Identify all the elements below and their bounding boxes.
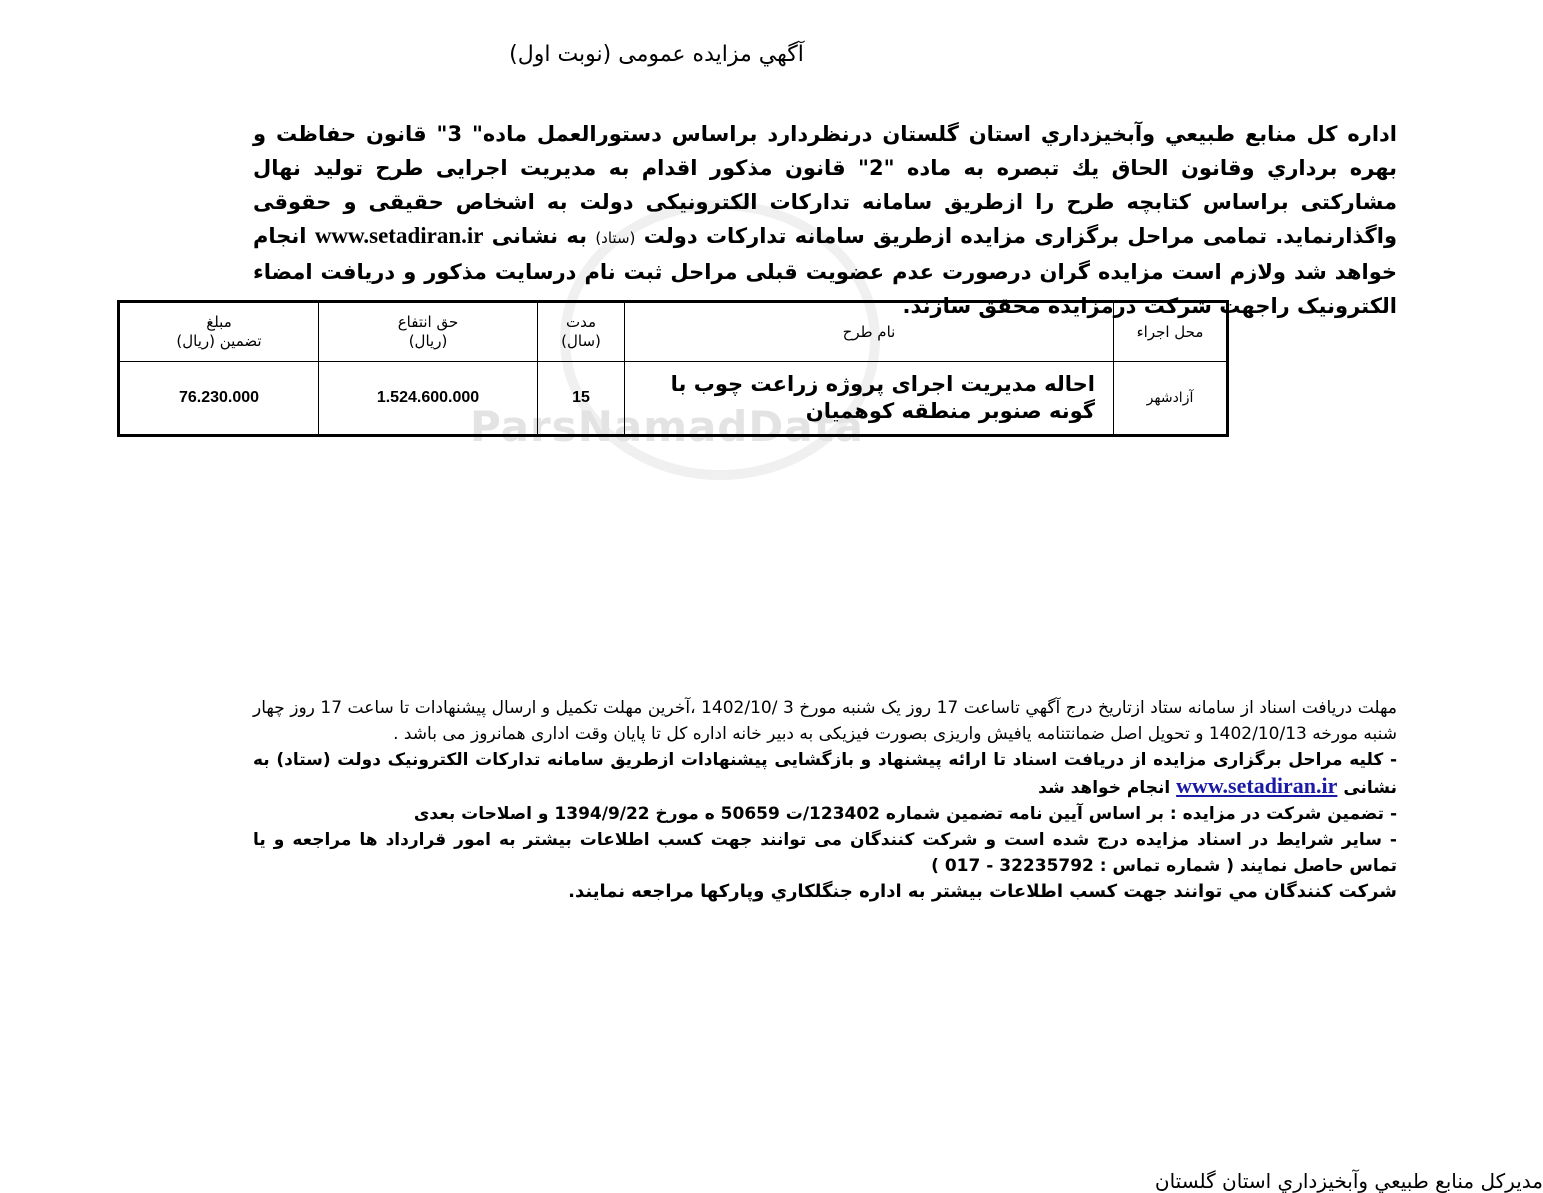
header-benefit: حق انتفاع (ريال) [319, 302, 538, 362]
conditions-paragraph: - ساير شرايط در اسناد مزايده درج شده است و شرکت کنندگان می توانند جهت کسب اطلاعات بيشتر به امور قرارداد ها مراجعه و يا تماس حاصل نمايند ( شماره تماس : 32235792 - 017 ) [253, 830, 1397, 876]
header-duration: مدت (سال) [538, 302, 625, 362]
table-header-row [119, 302, 1228, 362]
cell-plan: احاله مدیریت اجرای پروژه زراعت چوب با گونه صنوبر منطقه کوهميان [625, 362, 1114, 436]
watermark-text: ParsNamadData [470, 402, 864, 451]
cell-benefit: 1.524.600.000 [319, 362, 538, 436]
signature: مديرکل منابع طبيعي وآبخيزداري استان گلستان [1154, 1169, 1543, 1193]
setad-text-2: انجام خواهد شد [1038, 778, 1171, 798]
intro-site-link[interactable]: www.setadiran.ir [314, 223, 484, 248]
auction-table [117, 300, 1229, 437]
guarantee-paragraph: - تضمين شرکت در مزايده : بر اساس آيين نامه تضمين شماره 123402/ت 50659 ه مورخ 1394/9/22 و اصلاحات بعدی [413, 804, 1397, 824]
intro-setad-label: (ستاد) [595, 229, 636, 247]
intro-text-3: انجام خواهد شد ولازم است مزايده گران درصورت عدم عضويت قبلی مراحل ثبت نام درسايت مذکور و دريافت امضاء الکترونيک راجهت شرکت درمزايده محقق سازند. [253, 224, 1397, 318]
notice-body [253, 695, 1397, 905]
intro-text-2: به نشانی [491, 224, 587, 248]
intro-paragraph [253, 117, 1397, 323]
setad-text-1: - کليه مراحل برگزاری مزايده از دريافت اسناد تا ارائه پيشنهاد و بازگشايی پيشنهادات ازطريق سامانه تدارکات الکترونيک دولت (ستاد) به نشانی [253, 750, 1397, 798]
cell-duration: 15 [538, 362, 625, 436]
setad-paragraph [253, 747, 1397, 801]
cell-location: آزادشهر [1114, 362, 1228, 436]
cell-deposit: 76.230.000 [119, 362, 319, 436]
setad-site-link[interactable]: www.setadiran.ir [1176, 773, 1338, 798]
deadline-paragraph: مهلت دريافت اسناد از سامانه ستاد ازتاريخ درج آگهي تاساعت 17 روز يک شنبه مورخ 3 /1402/10 ،آخرين مهلت تکميل و ارسال پيشنهادات تا ساعت 17 روز چهار شنبه مورخه 1402/10/13 و تحويل اصل ضمانتنامه يافيش واريزی بصورت فيزيکی به دبير خانه اداره کل تا پايان وقت اداری همانروز می باشد . [253, 698, 1397, 744]
header-deposit: مبلغ تضمين (ريال) [119, 302, 319, 362]
header-location: محل اجراء [1114, 302, 1228, 362]
table-row [119, 362, 1228, 436]
header-plan: نام طرح [625, 302, 1114, 362]
info-paragraph: شرکت کنندگان مي توانند جهت کسب اطلاعات بيشتر به اداره جنگلكاري وپاركها مراجعه نمايند. [568, 881, 1397, 902]
notice-title: آگهي مزايده عمومی (نوبت اول) [509, 42, 804, 67]
intro-text-1: اداره کل منابع طبيعي وآبخيزداري استان گلستان درنظردارد براساس دستورالعمل ماده" 3" قانون حفاظت و بهره برداري وقانون الحاق يك تبصره به ماده "2" قانون مذکور اقدام به مدیریت اجرایی طرح تولید نهال مشارکتی براساس کتابچه طرح را ازطريق سامانه تدارکات الکترونيکی دولت به اشخاص حقيقی و حقوقی واگذارنمايد. تمامی مراحل برگزاری مزايده ازطريق سامانه تدارکات دولت [253, 122, 1398, 248]
